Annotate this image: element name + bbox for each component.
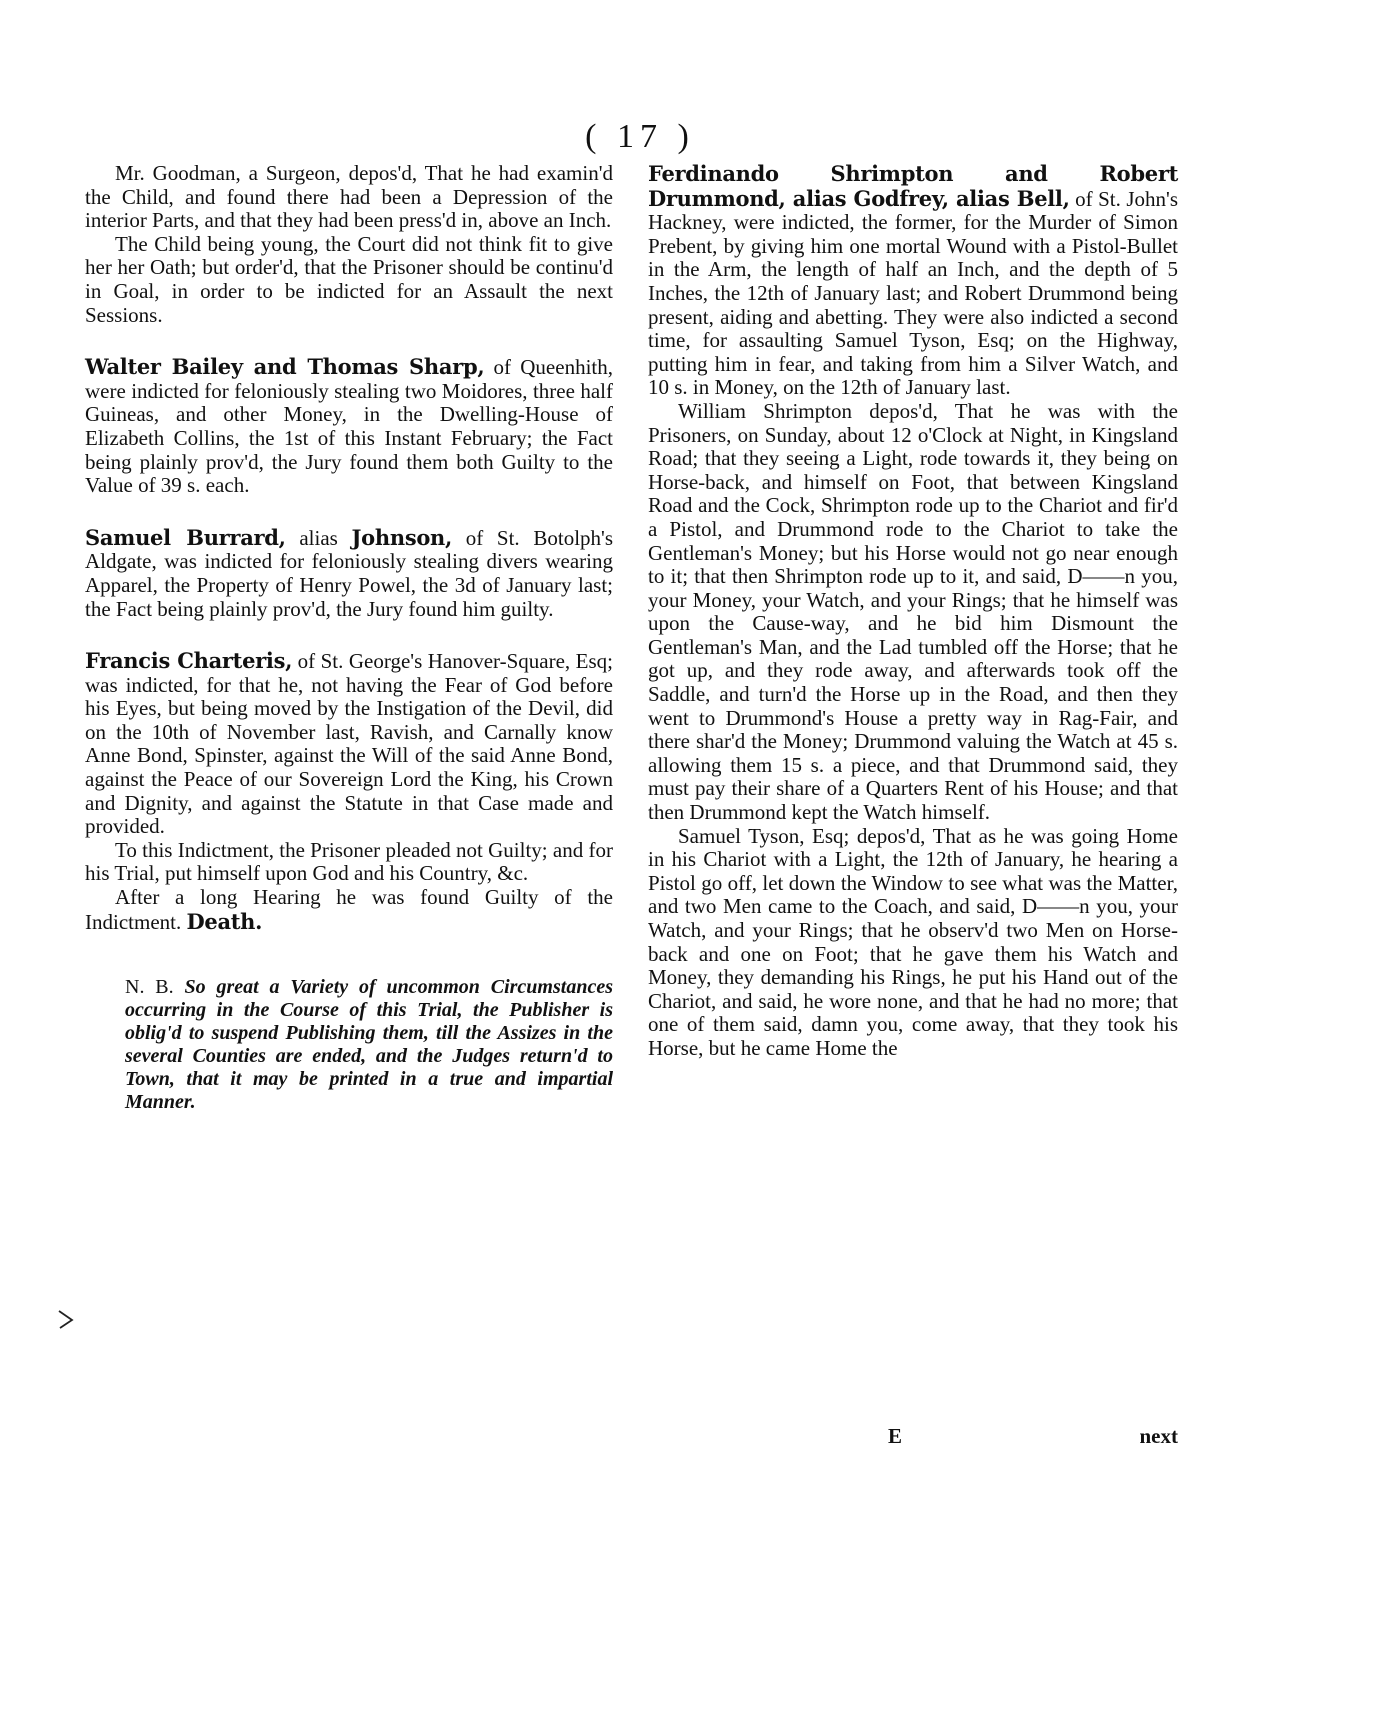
burrard-alias-name: Johnson, [351, 524, 453, 550]
tyson-paragraph: Samuel Tyson, Esq; depos'd, That as he was going Home in his Chariot with a Light, the 12th of January, he hearing a Pistol go off, let down the Window to see what was the Matter, and two Men came to the Coach, and said, D——n you, your Watch, and your Rings; that he observ'd two Men on Horse-back and one on Foot; that he gave them his Watch and Money, they demanding his Rings, he put his Hand out of the Chariot, and said, he wore none, and that he had no more; that one of them said, damn you, come away, that they took his Horse, but he came Home the [648, 823, 1178, 1060]
burrard-name: Samuel Burrard, [85, 524, 286, 550]
nb-label: N. B. [125, 976, 174, 999]
shrimpton-entry [648, 162, 1178, 400]
shrimpton-text: of St. John's Hackney, were indicted, the former, for the Murder of Simon Prebent, by giving him one mortal Wound with a Pistol-Bullet in the Arm, the length of half an Inch, and the depth of 5 Inches, the 12th of January last; and Robert Drummond being present, aiding and abetting. They were also indicted a second time, for assaulting Samuel Tyson, Esq; on the Highway, putting him in fear, and taking from him a Silver Watch, and 10 s. in Money, on the 12th of January last. [648, 186, 1178, 400]
verdict-word: Death. [186, 908, 263, 934]
signature-mark: E [888, 1424, 903, 1448]
bailey-names: Walter Bailey and Thomas Sharp, [85, 354, 485, 380]
right-column [648, 162, 1178, 1061]
nota-bene [125, 976, 613, 1114]
burrard-alias: alias [285, 525, 352, 550]
shrimpton-names: Ferdinando Shrimpton and Robert Drummond, alias Godfrey, alias Bell, [648, 161, 1178, 211]
charteris-text: of St. George's Hanover-Square, Esq; was indicted, for that he, not having the Fear of God before his Eyes, but being moved by the Instigation of the Devil, did on the 10th of November last, Ravish, and Carnally know Anne Bond, Spinster, against the Will of the said Anne Bond, against the Peace of our Sovereign Lord the King, his Crown and Dignity, and against the Statute in that Case made and provided. [85, 649, 614, 839]
verdict-text: After a long Hearing he was found Guilty of the Indictment. [85, 885, 613, 934]
page-number: ( 17 ) [585, 118, 695, 155]
bailey-entry [85, 355, 613, 498]
nb-text: So great a Variety of uncommon Circumstances occurring in the Course of this Trial, the Publisher is oblig'd to suspend Publishing them, till the Assizes in the several Counties are ended, and the Judges return'd to Town, that it may be printed in a true and impartial Manner. [125, 976, 613, 1114]
margin-mark-icon [56, 1308, 76, 1332]
burrard-text: of St. Botolph's Aldgate, was indicted for feloniously stealing divers wearing Apparel, the Property of Henry Powel, the 3d of January last; the Fact being plainly prov'd, the Jury found him guilty. [85, 525, 614, 621]
burrard-entry [85, 526, 613, 621]
child-paragraph: The Child being young, the Court did not think fit to give her her Oath; but order'd, that the Prisoner should be continu'd in Goal, in order to be indicted for an Assault the next Sessions. [85, 231, 613, 327]
plea-paragraph: To this Indictment, the Prisoner pleaded not Guilty; and for his Trial, put himself upon God and his Country, &c. [85, 837, 613, 886]
left-column [85, 162, 613, 1114]
catchword: next [1139, 1424, 1178, 1448]
verdict-paragraph [85, 886, 613, 934]
william-paragraph: William Shrimpton depos'd, That he was with the Prisoners, on Sunday, about 12 o'Clock at Night, in Kingsland Road; that they seeing a Light, rode towards it, they being on Horse-back, and himself on Foot, that between Kingsland Road and the Cock, Shrimpton rode up to the Chariot and fir'd a Pistol, and Drummond rode to the Chariot to take the Gentleman's Money; but his Horse would not go near enough to it; that then Shrimpton rode up to it, and said, D——n you, your Money, your Watch, and your Rings; that he himself was upon the Cause-way, and he bid him Dismount the Gentleman's Man, and the Lad tumbled off the Horse; that he got up, and they rode away, and afterwards took off the Saddle, and turn'd the Horse up in the Road, and then they went to Drummond's House a pretty way in Rag-Fair, and there shar'd the Money; Drummond valuing the Watch at 45 s. allowing them 15 s. a piece, and that Drummond said, they must pay their share of a Quarters Rent of his House; and that then Drummond kept the Watch himself. [648, 398, 1178, 825]
bailey-text: of Queenhith, were indicted for feloniously stealing two Moidores, three half Guineas, and other Money, in the Dwelling-House of Elizabeth Collins, the 1st of this Instant February; the Fact being plainly prov'd, the Jury found them both Guilty to the Value of 39 s. each. [85, 355, 613, 498]
charteris-entry [85, 649, 613, 839]
goodman-paragraph: Mr. Goodman, a Surgeon, depos'd, That he had examin'd the Child, and found there had been a Depression of the interior Parts, and that they had been press'd in, above an Inch. [85, 161, 613, 233]
charteris-name: Francis Charteris, [85, 648, 293, 674]
